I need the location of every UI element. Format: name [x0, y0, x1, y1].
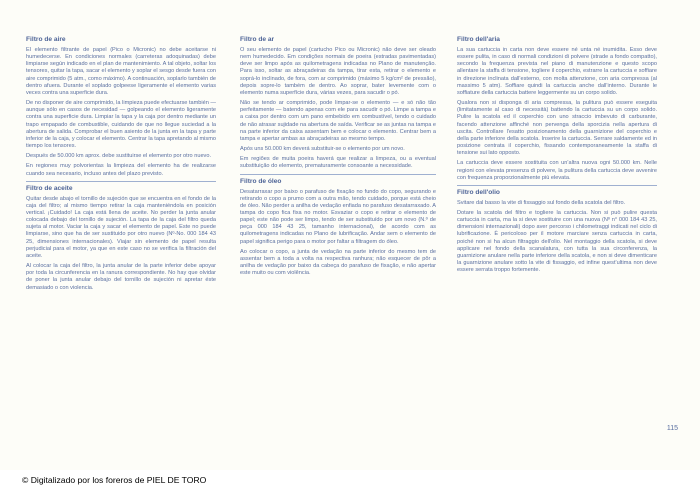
paragraph: El elemento filtrante de papel (Pico o Micronic) no debe aceitarse ni humedecerse. En condiciones normales (carreteras adoquinadas) debe limpiarse según indicado en el plan de mantenimiento. A tal objeto, soltar los tensores, quitar la tapa, sacar el elemento y soplar el sesgo desde fuera con aire comprimido (5 atm., como máximo). A continuación, soplarlo también de dentro afuera. Durante el soplado golpeese ligeramente el elemento varias veces contra una superficie dura.	[26, 47, 216, 96]
paragraph: Después de 50.000 km aprox. debe sustituirse el elemento por otro nuevo.	[26, 153, 212, 160]
column-portuguese	[240, 36, 436, 280]
paragraph: Svitare dal basso la vite di fissaggio sul fondo della scatola del filtro.	[457, 199, 626, 206]
section-divider	[26, 181, 216, 182]
paragraph: Desatarraxar por baixo o parafuso de fixação no fundo do copo, segurando e retirando o copo a prumo com a outra mão, tendo cuidado, porque está cheio de óleo. Não perder a anilha de vedação enfiada no parafuso desatarraxado. A tampa do copo fica fixa no motor. Esvaziar o copo e retirar o elemento de papel; este não pode ser limpo, tendo de ser substituído por um novo (N.º de peça 000 184 43 25, tamanho internacional), de acordo com as quilometragens indicadas no Plano de lubrificação. Andar sem o elemento de papel significa perigo para o motor por faltar a filtragem do óleo.	[240, 188, 436, 245]
section-title-air-filter-pt: Filtro de ar	[240, 36, 275, 43]
paragraph: La cartuccia deve essere sostituita con un'altra nuova ogni 50.000 km. Nelle regioni con elevata presenza di polvere, la pulitura della cartuccia deve avvenire con frequenza proporzionalmente più elevata.	[457, 160, 657, 181]
section-title-air-filter-es: Filtro de aire	[26, 36, 66, 43]
column-spanish	[26, 36, 216, 295]
column-italian	[457, 36, 657, 277]
paragraph: Não se tendo ar comprimido, pode limpar-se o elemento — e só não tão perfeitamente — batendo apenas com ele para sacudir o pó. Limpe a tampa e a caixa por dentro com um pano embebido em combustível, tendo o cuidado de não atrasar sujidade na abertura de saída. Verificar se as juntas na tampa e na parte inferior da caixa assentam bem e colocar o elemento. Centrar bem a tampa e apertar ambas as abraçadeiras ao mesmo tempo.	[240, 100, 436, 142]
paragraph: Em regiões de muita poeira haverá que realizar a limpeza, ou a eventual substituição do elemento, prematuramente consoante a necessidade.	[240, 156, 436, 170]
paragraph: Al colocar la caja del filtro, la junta anular de la parte inferior debe apoyar por toda la circunferencia en la ranura correspondiente. No hay que olvidar de poner la junta anular debajo del tornillo de sujeción ni apretar éste demasiado o con violencia.	[26, 263, 216, 291]
paragraph: Qualora non si disponga di aria compressa, la pulitura può essere eseguita (limitatamente al caso di necessità) battendo la cartuccia su un corpo solido. Pulire la scatola ed il coperchio con uno straccio imbevuto di carburante, facendo attenzione affinché non pervenga della sporcizia nella apertura di uscita. Controllare l'esatto posizionamento della guarnizione del coperchio e della parte inferiore della scatola. Inserire la cartuccia. Serrare saldamente ed in posizione centrata il coperchio, fissando contemporaneamente la staffa di tensione sui lato opposto.	[457, 100, 657, 157]
paragraph: De no disponer de aire comprimido, la limpieza puede efectuarse también — aunque sólo en casos de necesidad — golpeando el elemento ligeramente contra una superficie dura. Limpiar la tapa y la caja por dentro mediante un trapo empapado de combustible, cuidando de que no llegue suciedad a la abertura de salida. Comprobar el buen asiento de la junta en la tapa y parte inferior de la caja, y colocar el elemento. Centrar la tapa apretando al mismo tiempo los tensores.	[26, 100, 216, 150]
paragraph: Ao colocar o copo, a junta de vedação na parte inferior do mesmo tem de assentar bem a toda a volta na respectiva ranhura; não esquecer de pôr a anilha de vedação por baixo da cabeça do parafuso de fixação, e não apertar este muito ou com violência.	[240, 248, 436, 277]
paragraph: Quitar desde abajo el tornillo de sujeción que se encuentra en el fondo de la caja del filtro; al mismo tiempo retirar la caja manteniéndola en posición vertical. ¡Cuidado! La caja está llena de aceite. No perder la junta anular colocada debajo del tornillo de sujeción. La tapa de la caja del filtro queda sujeta al motor. Vaciar la caja y sacar el elemento de papel. Este no puede limpiarse, sino que ha de ser sustituido por otro nuevo (Nº-No. 000 184 43 25, dimensiones internacionales). Viajar sin elemento de papel resulta perjudicial para el motor, ya que en este caso no se verifica la filtración del aceite.	[26, 195, 216, 259]
section-title-oil-filter-it: Filtro dell'olio	[457, 188, 500, 196]
section-divider	[457, 185, 657, 186]
paragraph: Dotare la scatola del filtro e togliere la cartuccia. Non si può pulire questa cartuccia in carta, ma la si deve sostituire con una nuova (Nº n° 000 184 43 25, dimensioni internazionali) dopo aver percorso i chilometraggi indicati nel ciclo di lubrificazione. È pericoloso per il motore marciare senza cartuccia in carta, poiché non si ha alcun filtraggio dell'olio. Nel montaggio della scatola, si deve applicare nel fondo della scanalatura, con tutta la sua circonferenza, la guarnizione anulare nella parte inferiore della scatola, e non si deve dimenticare la guarnizione anulare sotto la vite di fissaggio, ed infine quest'ultima non deve essere serrata troppo fortemente.	[457, 209, 657, 274]
footer-credit: © Digitalizado por los foreros de PIEL DE TORO	[0, 470, 700, 490]
page-number: 115	[666, 425, 678, 432]
section-title-oil-filter-es: Filtro de aceite	[26, 184, 73, 192]
section-title-oil-filter-pt: Filtro de óleo	[240, 177, 282, 185]
paragraph: O seu elemento de papel (cartucho Pico ou Micronic) não deve ser oleado nem humedecido. Em condições normais de poeira (estradas pavimentadas) deve ser limpo após as quilometragens indicadas no Plano de manutenção. Para isso, soltar as abraçadeiras da tampa, tirar esta, retirar o elemento e soprá-lo inclinado, de fora, com ar comprimido (máximo 5 kg/cm² de pressão), depois sopre-lo também de dentro. Ao soprar, bater levemente com o elemento numa superfície dura, várias vezes, para sacudir o pó.	[240, 47, 436, 96]
section-title-air-filter-it: Filtro dell'aria	[457, 36, 500, 43]
section-divider	[240, 174, 436, 175]
paragraph: Após uns 50.000 km deverá substituir-se o elemento por um novo.	[240, 146, 405, 153]
paragraph: En regiones muy polvorientas la limpieza del elemento ha de realizarse cuando sea necesario, incluso antes del plazo previsto.	[26, 163, 216, 177]
paragraph: La sua cartuccia in carta non deve essere né unta né inumidita. Esso deve essere pulita, in caso di normali condizioni di polvere (strade a fondo compatto), secondo la frequenza prevista nel piano di manutenzione e questo scopo allentare la staffa di tensione, togliere il coperchio, estrarre la cartuccia e soffiare in direzione inclinata dall'esterno, con molta attenzione, con aria compressa (al massimo 5 atm). Soffiare quindi la cartuccia anche dall'interno. Durante le soffiature della cartuccia battere leggermente su un corpo solido.	[457, 47, 657, 96]
